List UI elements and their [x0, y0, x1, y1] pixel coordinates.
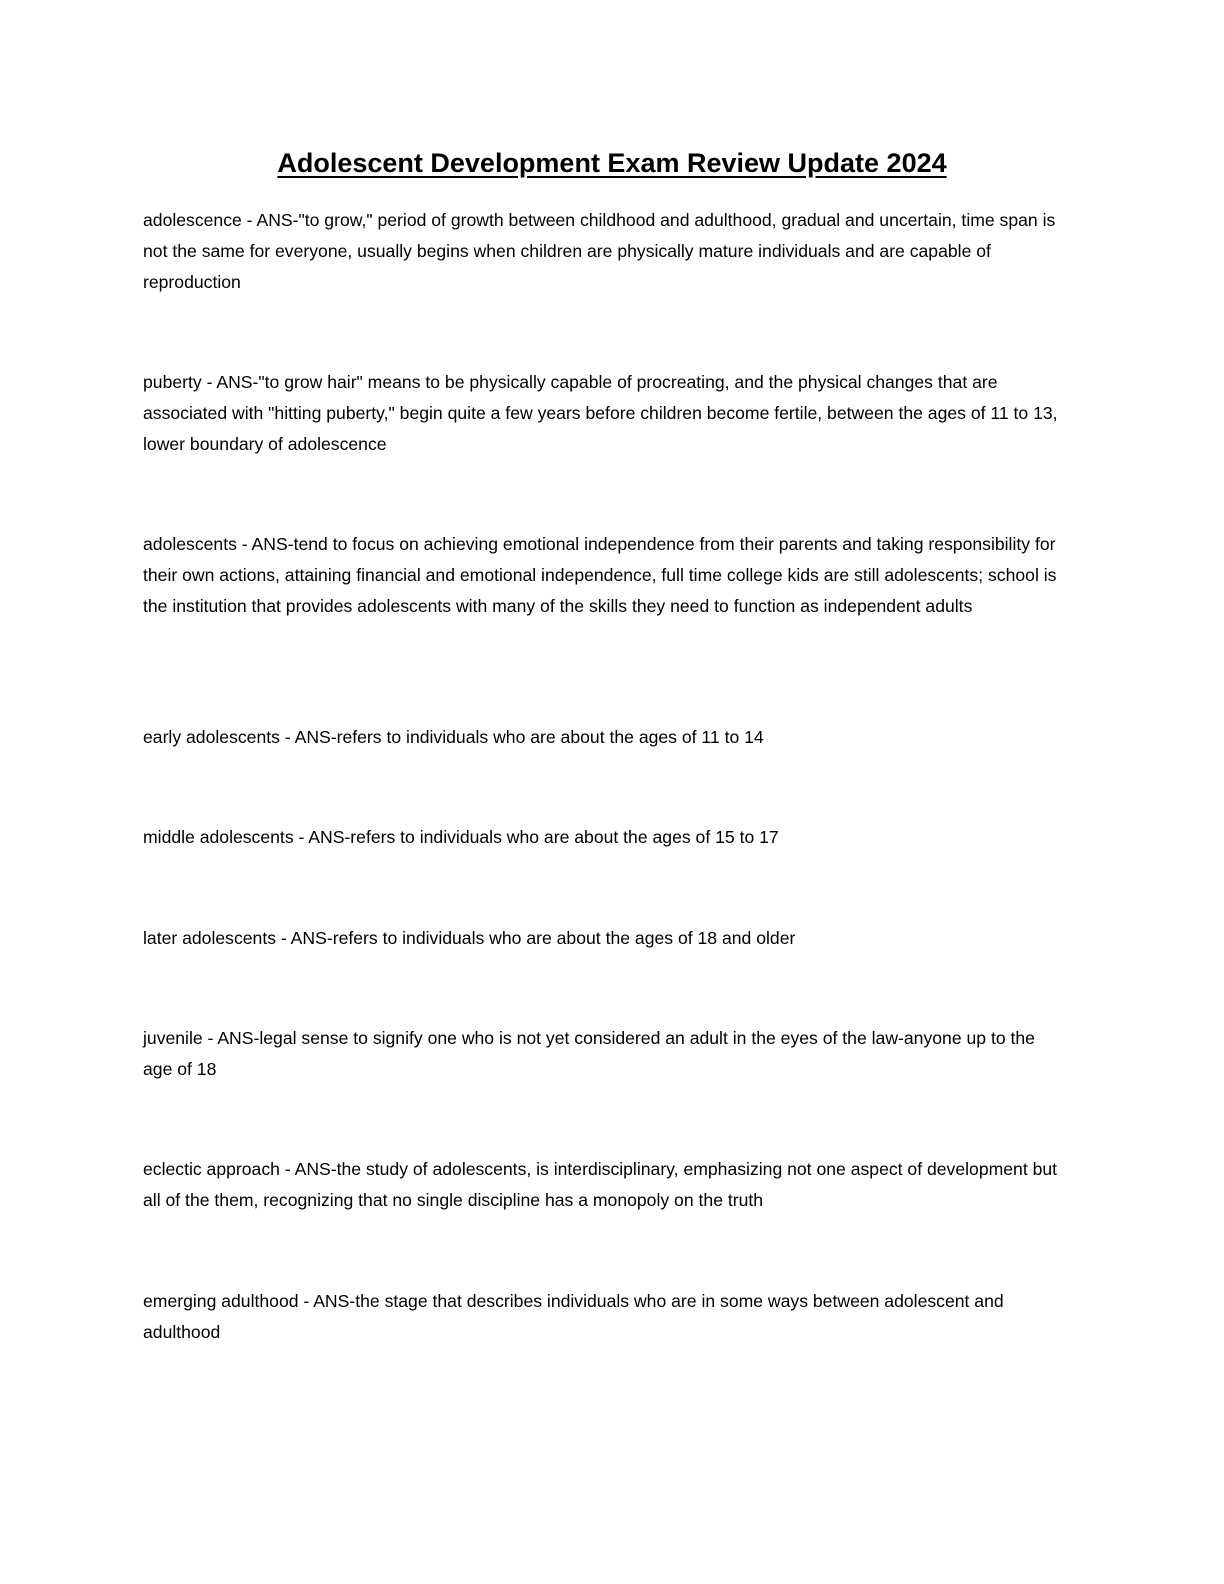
entry-eclectic-approach: eclectic approach - ANS-the study of adolescents, is interdisciplinary, emphasizing not one aspect of development but all of the them, recognizing that no single discipline has a monopoly on the truth: [143, 1159, 1058, 1210]
entry-puberty: puberty - ANS-"to grow hair" means to be physically capable of procreating, and the physical changes that are associated with "hitting puberty," begin quite a few years before children become fertile, between the ages of 11 to 13, lower boundary of adolescence: [143, 372, 1058, 454]
entry-middle-adolescents: middle adolescents - ANS-refers to individuals who are about the ages of 15 to 17: [143, 827, 779, 847]
entry-adolescence: adolescence - ANS-"to grow," period of growth between childhood and adulthood, gradual and uncertain, time span is not the same for everyone, usually begins when children are physically mature individuals and are capable of reproduction: [143, 210, 1056, 292]
entry-later-adolescents: later adolescents - ANS-refers to individuals who are about the ages of 18 and older: [143, 928, 796, 948]
entry-adolescents: adolescents - ANS-tend to focus on achieving emotional independence from their parents and taking responsibility for their own actions, attaining financial and emotional independence, full time college kids are still adolescents; school is the institution that provides adolescents with many of the skills they need to function as independent adults: [143, 534, 1057, 616]
entry-emerging-adulthood: emerging adulthood - ANS-the stage that describes individuals who are in some ways between adolescent and adulthood: [143, 1291, 1004, 1342]
document-title: Adolescent Development Exam Review Update 2024: [277, 148, 947, 178]
entry-juvenile: juvenile - ANS-legal sense to signify one who is not yet considered an adult in the eyes of the law-anyone up to the age of 18: [143, 1028, 1035, 1079]
entry-early-adolescents: early adolescents - ANS-refers to individuals who are about the ages of 11 to 14: [143, 727, 764, 747]
